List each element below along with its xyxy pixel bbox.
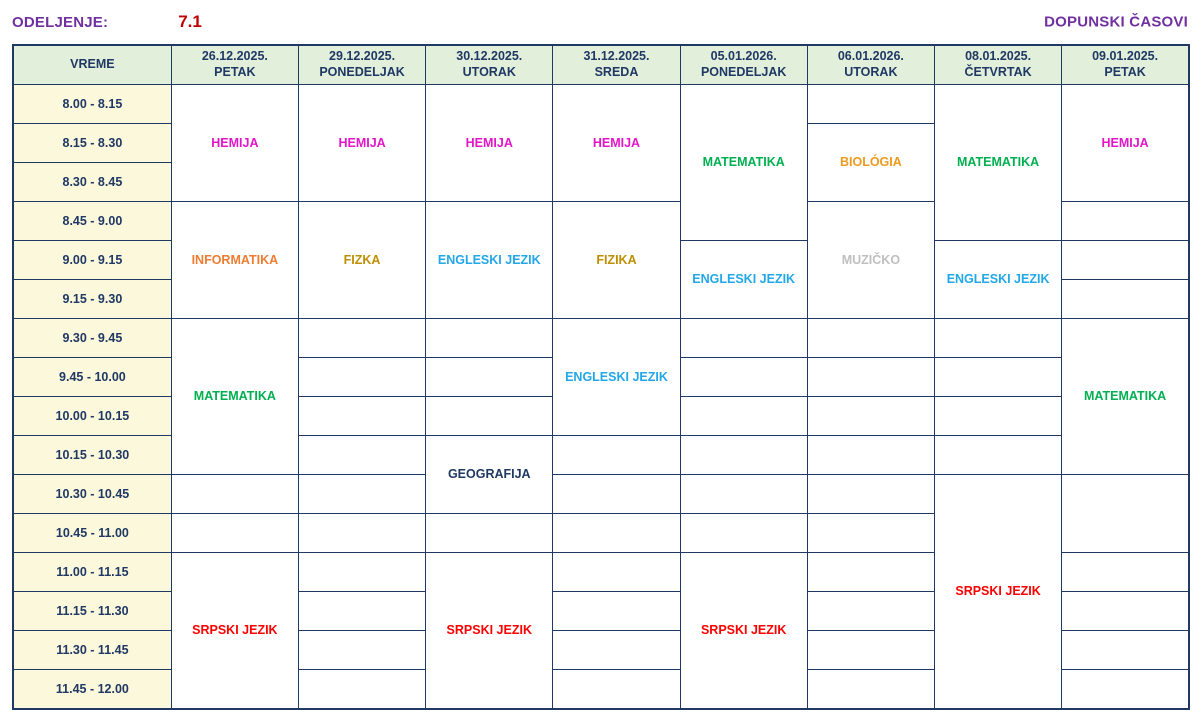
page-header [0, 0, 1202, 44]
lesson-cell: MUZIČKO [807, 202, 934, 319]
day-date: 26.12.2025. [201, 49, 268, 64]
empty-cell [298, 670, 425, 710]
class-value: 7.1 [178, 12, 202, 31]
empty-cell [680, 358, 807, 397]
lesson-cell: HEMIJA [1062, 85, 1189, 202]
empty-cell [680, 436, 807, 475]
time-cell: 10.00 - 10.15 [13, 397, 171, 436]
table-header-row [13, 45, 1189, 85]
table-row [13, 85, 1189, 124]
empty-cell [807, 397, 934, 436]
lesson-cell: ENGLESKI JEZIK [426, 202, 553, 319]
day-date: 30.12.2025. [456, 49, 523, 64]
empty-cell [298, 436, 425, 475]
empty-cell [807, 631, 934, 670]
table-row [13, 475, 1189, 514]
lesson-cell: INFORMATIKA [171, 202, 298, 319]
day-name: UTORAK [844, 65, 898, 79]
empty-cell [426, 319, 553, 358]
lesson-cell: GEOGRAFIJA [426, 436, 553, 514]
empty-cell [298, 319, 425, 358]
day-name: PONEDELJAK [700, 65, 787, 79]
empty-cell [298, 514, 425, 553]
empty-cell [298, 475, 425, 514]
empty-cell [934, 319, 1061, 358]
table-row [13, 319, 1189, 358]
empty-cell [807, 514, 934, 553]
column-header-day-7 [934, 45, 1061, 85]
empty-cell [807, 85, 934, 124]
day-date: 29.12.2025. [329, 49, 396, 64]
empty-cell [1062, 553, 1189, 592]
empty-cell [807, 670, 934, 710]
empty-cell [1062, 202, 1189, 241]
day-name: ČETVRTAK [964, 65, 1032, 79]
page-title: DOPUNSKI ČASOVI [1044, 13, 1188, 31]
class-label: ODELJENJE: [12, 13, 109, 31]
empty-cell [553, 553, 680, 592]
empty-cell [934, 436, 1061, 475]
empty-cell [807, 319, 934, 358]
column-header-time: VREME [13, 45, 171, 85]
lesson-cell: FIZKA [298, 202, 425, 319]
column-header-day-3 [426, 45, 553, 85]
lesson-cell: SRPSKI JEZIK [934, 475, 1061, 710]
time-cell: 11.45 - 12.00 [13, 670, 171, 710]
day-name: SREDA [594, 65, 639, 79]
empty-cell [426, 358, 553, 397]
time-cell: 8.00 - 8.15 [13, 85, 171, 124]
time-cell: 8.30 - 8.45 [13, 163, 171, 202]
time-cell: 9.30 - 9.45 [13, 319, 171, 358]
day-name: PETAK [1104, 65, 1146, 79]
lesson-cell: ENGLESKI JEZIK [553, 319, 680, 436]
empty-cell [680, 475, 807, 514]
time-cell: 10.30 - 10.45 [13, 475, 171, 514]
day-name: UTORAK [462, 65, 516, 79]
empty-cell [426, 514, 553, 553]
lesson-cell: MATEMATIKA [1062, 319, 1189, 475]
empty-cell [1062, 670, 1189, 710]
empty-cell [1062, 631, 1189, 670]
empty-cell [298, 631, 425, 670]
time-cell: 8.45 - 9.00 [13, 202, 171, 241]
lesson-cell: HEMIJA [426, 85, 553, 202]
column-header-day-6 [807, 45, 934, 85]
empty-cell [553, 514, 680, 553]
time-cell: 11.15 - 11.30 [13, 592, 171, 631]
column-header-day-4 [553, 45, 680, 85]
day-date: 09.01.2025. [1092, 49, 1159, 64]
lesson-cell: MATEMATIKA [680, 85, 807, 241]
empty-cell [553, 631, 680, 670]
time-cell: 9.45 - 10.00 [13, 358, 171, 397]
time-cell: 10.45 - 11.00 [13, 514, 171, 553]
empty-cell [934, 358, 1061, 397]
empty-cell [1062, 592, 1189, 631]
empty-cell [298, 358, 425, 397]
empty-cell [298, 592, 425, 631]
empty-cell [934, 397, 1061, 436]
lesson-cell: HEMIJA [553, 85, 680, 202]
lesson-cell: HEMIJA [171, 85, 298, 202]
day-name: PETAK [214, 65, 256, 79]
empty-cell [426, 397, 553, 436]
time-cell: 9.15 - 9.30 [13, 280, 171, 319]
empty-cell [807, 592, 934, 631]
empty-cell [680, 319, 807, 358]
lesson-cell: ENGLESKI JEZIK [680, 241, 807, 319]
empty-cell [553, 670, 680, 710]
empty-cell [807, 475, 934, 514]
empty-cell [553, 475, 680, 514]
empty-cell [1062, 241, 1189, 280]
lesson-cell: HEMIJA [298, 85, 425, 202]
column-header-day-5 [680, 45, 807, 85]
empty-cell [680, 514, 807, 553]
schedule-table [12, 44, 1190, 710]
time-cell: 8.15 - 8.30 [13, 124, 171, 163]
lesson-cell: SRPSKI JEZIK [426, 553, 553, 710]
lesson-cell: MATEMATIKA [934, 85, 1061, 241]
day-date: 06.01.2026. [837, 49, 904, 64]
empty-cell [171, 514, 298, 553]
empty-cell [553, 436, 680, 475]
lesson-cell: SRPSKI JEZIK [680, 553, 807, 710]
empty-cell [298, 397, 425, 436]
empty-cell [1062, 280, 1189, 319]
day-name: PONEDELJAK [319, 65, 405, 79]
empty-cell [298, 553, 425, 592]
empty-cell [553, 592, 680, 631]
lesson-cell: SRPSKI JEZIK [171, 553, 298, 710]
lesson-cell: BIOLÓGIA [807, 124, 934, 202]
column-header-day-1 [171, 45, 298, 85]
day-date: 05.01.2026. [710, 49, 777, 64]
empty-cell [807, 436, 934, 475]
time-cell: 11.00 - 11.15 [13, 553, 171, 592]
empty-cell [807, 358, 934, 397]
column-header-day-8 [1062, 45, 1189, 85]
time-cell: 9.00 - 9.15 [13, 241, 171, 280]
time-cell: 11.30 - 11.45 [13, 631, 171, 670]
column-header-day-2 [298, 45, 425, 85]
empty-cell [680, 397, 807, 436]
day-date: 08.01.2025. [965, 49, 1032, 64]
lesson-cell: MATEMATIKA [171, 319, 298, 475]
lesson-cell: FIZIKA [553, 202, 680, 319]
empty-cell [807, 553, 934, 592]
time-cell: 10.15 - 10.30 [13, 436, 171, 475]
day-date: 31.12.2025. [583, 49, 650, 64]
lesson-cell: ENGLESKI JEZIK [934, 241, 1061, 319]
empty-cell [171, 475, 298, 514]
